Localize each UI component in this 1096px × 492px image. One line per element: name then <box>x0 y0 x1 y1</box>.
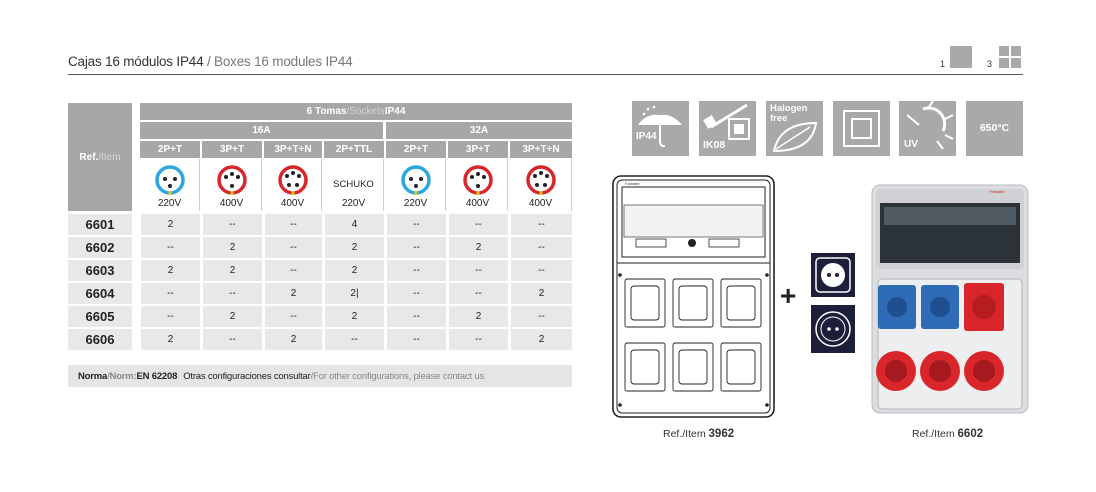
uv-text: UV <box>904 139 918 150</box>
schuko-socket-square-icon <box>811 253 855 297</box>
table-cell: -- <box>264 260 322 281</box>
voltage-label: 220V <box>403 198 428 209</box>
caption-label-3962: Ref./Item <box>663 428 706 440</box>
row-ref: 6605 <box>68 306 132 327</box>
table-cell: -- <box>140 306 200 327</box>
row-gap <box>132 237 140 258</box>
column-header: 3P+T+N <box>510 141 572 158</box>
ip44-text: IP44 <box>636 131 657 142</box>
note-sep: / <box>310 370 314 382</box>
column-header: 3P+T <box>202 141 262 158</box>
plus-sign: + <box>780 280 797 311</box>
note-en: For other configurations, please contact us <box>313 370 484 382</box>
note-es: Otras configuraciones consultar <box>183 370 311 382</box>
group-suffix: IP44 <box>384 106 406 117</box>
product-6602-photo <box>870 183 1042 418</box>
ref-header <box>68 103 132 211</box>
voltage-label: 220V <box>157 198 182 209</box>
table-cell: 2 <box>202 306 262 327</box>
socket-cell <box>140 159 200 211</box>
socket-2p-blue-icon <box>399 164 433 198</box>
halogen-free-icon <box>766 101 823 156</box>
page-number-left[interactable]: 1 <box>940 59 946 69</box>
column-header: 3P+T+N <box>264 141 322 158</box>
table-cell: -- <box>264 214 322 235</box>
table-cell: 2 <box>510 329 572 350</box>
uv-icon <box>899 101 956 156</box>
table-cell: -- <box>448 329 508 350</box>
row-gap <box>132 306 140 327</box>
table-cell: 4 <box>324 214 384 235</box>
row-ref: 6604 <box>68 283 132 304</box>
table-cell: 2 <box>264 329 322 350</box>
header-rule <box>68 74 1023 75</box>
table-cell: -- <box>264 306 322 327</box>
amp-16a-header: 16A <box>140 122 383 139</box>
group-es: 6 Tomas <box>306 106 347 117</box>
row-gap <box>132 329 140 350</box>
row-ref: 6603 <box>68 260 132 281</box>
table-cell: -- <box>202 283 262 304</box>
ref-label: Ref. <box>79 151 99 163</box>
socket-2p-blue-icon <box>153 164 187 198</box>
group-en: Sockets <box>349 106 385 117</box>
column-header: 2P+T <box>386 141 446 158</box>
table-cell: -- <box>510 214 572 235</box>
ip44-icon <box>632 101 689 156</box>
table-cell: -- <box>386 214 446 235</box>
temperature-icon <box>966 101 1023 156</box>
socket-cell <box>510 159 572 211</box>
table-cell: -- <box>510 306 572 327</box>
table-cell: -- <box>202 214 262 235</box>
ref-label-en: Item <box>101 151 121 163</box>
caption-ref-3962: 3962 <box>708 428 735 440</box>
socket-3p-red-icon <box>461 164 495 198</box>
ref-label-sep: / <box>98 151 102 163</box>
halogen-line1: Halogen <box>770 103 808 114</box>
table-cell: 2 <box>140 329 200 350</box>
row-gap <box>132 260 140 281</box>
table-cell: -- <box>448 214 508 235</box>
socket-cell <box>324 159 384 211</box>
caption-3962 <box>663 428 734 440</box>
table-cell: 2 <box>264 283 322 304</box>
title-separator: / <box>203 54 215 69</box>
table-cell: -- <box>140 283 200 304</box>
table-cell: -- <box>386 306 446 327</box>
table-cell: -- <box>448 283 508 304</box>
schuko-label: SCHUKO <box>333 179 374 190</box>
row-gap <box>132 283 140 304</box>
brand-label-3962: Famatel <box>625 181 640 186</box>
table-cell: -- <box>202 329 262 350</box>
norm-note <box>68 365 572 387</box>
table-cell: 2 <box>140 260 200 281</box>
table-cell: 2 <box>202 237 262 258</box>
voltage-label: 400V <box>528 198 553 209</box>
table-cell: -- <box>264 237 322 258</box>
socket-3p-red-icon <box>215 164 249 198</box>
voltage-label: 220V <box>341 198 366 209</box>
page-title <box>68 54 352 69</box>
table-cell: -- <box>386 329 446 350</box>
title-en: Boxes 16 modules IP44 <box>214 54 353 69</box>
row-gap <box>132 214 140 235</box>
halogen-line2: free <box>770 113 788 124</box>
title-es: Cajas 16 módulos IP44 <box>68 54 204 69</box>
row-ref: 6602 <box>68 237 132 258</box>
norm-en: Norm: <box>109 370 137 382</box>
socket-cell <box>202 159 262 211</box>
group-sep: / <box>346 106 350 117</box>
socket-4p-red-icon <box>276 164 310 198</box>
caption-label-6602: Ref./Item <box>912 428 955 440</box>
table-cell: 2 <box>202 260 262 281</box>
voltage-label: 400V <box>465 198 490 209</box>
table-cell: -- <box>386 283 446 304</box>
table-cell: 2 <box>324 306 384 327</box>
table-cell: -- <box>324 329 384 350</box>
table-cell: 2 <box>510 283 572 304</box>
single-page-icon[interactable] <box>950 46 972 68</box>
caption-6602 <box>912 428 983 440</box>
column-header: 2P+T <box>140 141 200 158</box>
table-cell: -- <box>386 237 446 258</box>
caption-ref-6602: 6602 <box>957 428 984 440</box>
table-cell: 2 <box>448 306 508 327</box>
table-cell: 2| <box>324 283 384 304</box>
socket-cell <box>386 159 446 211</box>
socket-cell <box>264 159 322 211</box>
table-cell: -- <box>448 260 508 281</box>
voltage-label: 400V <box>219 198 244 209</box>
table-cell: 2 <box>324 260 384 281</box>
table-cell: -- <box>510 237 572 258</box>
voltage-label: 400V <box>280 198 305 209</box>
row-ref: 6606 <box>68 329 132 350</box>
table-cell: -- <box>386 260 446 281</box>
ik08-text: IK08 <box>703 139 726 151</box>
schuko-socket-round-icon <box>811 305 855 353</box>
table-cell: -- <box>140 237 200 258</box>
double-insulation-icon <box>833 101 890 156</box>
norm-sep: / <box>107 370 110 382</box>
table-cell: 2 <box>324 237 384 258</box>
table-cell: 2 <box>140 214 200 235</box>
table-cell: 2 <box>448 237 508 258</box>
sockets-group-header <box>140 103 572 120</box>
grid-pages-icon[interactable] <box>999 46 1021 68</box>
ik08-icon <box>699 101 756 156</box>
column-header: 2P+TTL <box>324 141 384 158</box>
page-number-right[interactable]: 3 <box>987 59 993 69</box>
temperature-text: 650°C <box>979 122 1010 134</box>
norm-value: EN 62208 <box>136 370 178 382</box>
table-cell: -- <box>510 260 572 281</box>
product-3962-drawing <box>612 175 775 418</box>
socket-4p-red-icon <box>524 164 558 198</box>
column-header: 3P+T <box>448 141 508 158</box>
norm-es: Norma <box>78 370 108 382</box>
row-ref: 6601 <box>68 214 132 235</box>
amp-32a-header: 32A <box>386 122 572 139</box>
brand-label-6602: Famatel <box>990 189 1005 194</box>
socket-cell <box>448 159 508 211</box>
